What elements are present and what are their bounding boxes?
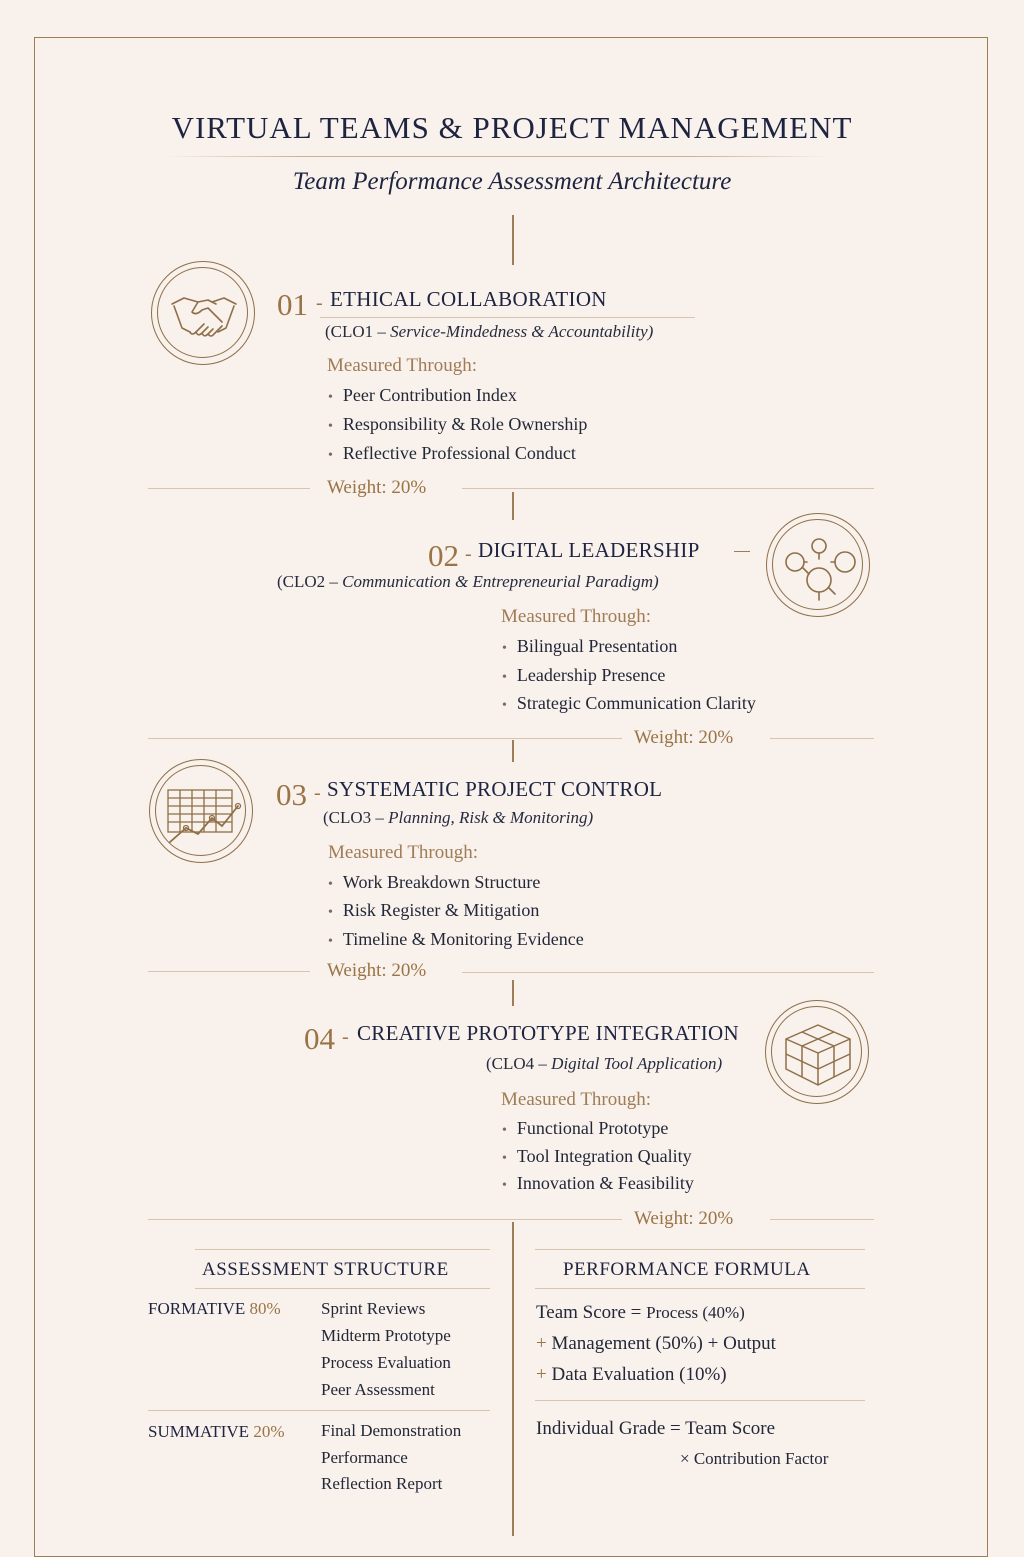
page-subtitle: Team Performance Assessment Architecture xyxy=(292,168,732,195)
assessment-heading-rule-top xyxy=(195,1249,490,1250)
section-03-measured-label: Measured Through: xyxy=(328,842,479,863)
section-02-title: DIGITAL LEADERSHIP xyxy=(478,538,700,562)
section-04-weight-rule-left xyxy=(148,1219,622,1220)
section-01-measured-label: Measured Through: xyxy=(327,355,478,376)
formula-heading-rule-top xyxy=(535,1249,865,1250)
connector-line xyxy=(512,215,514,265)
list-item: Reflection Report xyxy=(321,1474,443,1493)
chart-grid-icon xyxy=(149,759,253,863)
list-item: • Work Breakdown Structure xyxy=(328,872,541,892)
section-03-dash: - xyxy=(314,782,321,804)
section-04-measured-label: Measured Through: xyxy=(501,1089,652,1110)
section-02-title-tick xyxy=(734,551,750,552)
list-item: Final Demonstration xyxy=(321,1421,462,1440)
formative-label: FORMATIVE 80% xyxy=(148,1299,281,1318)
section-04-number: 04 xyxy=(304,1021,335,1056)
section-01-clo: (CLO1 – Service-Mindedness & Accountability) xyxy=(325,322,654,341)
list-item: Peer Assessment xyxy=(321,1380,435,1399)
formula-line-2: + Management (50%) + Output xyxy=(536,1333,776,1354)
page-title: VIRTUAL TEAMS & PROJECT MANAGEMENT xyxy=(171,110,853,145)
list-item: • Reflective Professional Conduct xyxy=(328,443,576,463)
list-item: • Strategic Communication Clarity xyxy=(502,693,756,713)
assessment-heading: ASSESSMENT STRUCTURE xyxy=(202,1259,449,1280)
section-01-weight-rule-right xyxy=(462,488,874,489)
section-01-title: ETHICAL COLLABORATION xyxy=(330,287,607,311)
list-item: • Tool Integration Quality xyxy=(502,1146,692,1166)
section-03-weight-rule-left xyxy=(148,971,310,972)
section-04-weight: Weight: 20% xyxy=(634,1208,734,1229)
list-item: Sprint Reviews xyxy=(321,1299,426,1318)
handshake-icon xyxy=(151,261,255,365)
cube-icon xyxy=(765,1000,869,1104)
list-item: • Leadership Presence xyxy=(502,665,666,685)
section-02-clo: (CLO2 – Communication & Entrepreneurial Paradigm) xyxy=(277,572,659,591)
section-04-clo: (CLO4 – Digital Tool Application) xyxy=(486,1054,723,1073)
list-item: • Responsibility & Role Ownership xyxy=(328,414,588,434)
section-04-weight-rule-right xyxy=(770,1219,874,1220)
list-item: • Functional Prototype xyxy=(502,1118,669,1138)
section-02-dash: - xyxy=(465,543,472,565)
section-02-weight: Weight: 20% xyxy=(634,727,734,748)
formula-line-4: Individual Grade = Team Score xyxy=(536,1418,776,1439)
section-03-weight-rule-right xyxy=(462,972,874,973)
list-item: • Timeline & Monitoring Evidence xyxy=(328,929,584,949)
formula-heading-rule-bottom xyxy=(535,1288,865,1289)
formula-divider xyxy=(535,1400,865,1401)
connector-line xyxy=(512,492,514,520)
section-02-number: 02 xyxy=(428,538,459,573)
title-divider xyxy=(165,156,829,157)
list-item: Process Evaluation xyxy=(321,1353,451,1372)
section-02-weight-rule-right xyxy=(770,738,874,739)
section-03-number: 03 xyxy=(276,777,307,812)
list-item: Midterm Prototype xyxy=(321,1326,451,1345)
section-03-weight: Weight: 20% xyxy=(327,960,427,981)
network-icon xyxy=(766,513,870,617)
bottom-divider-line xyxy=(512,1222,514,1536)
assessment-divider xyxy=(148,1410,490,1411)
list-item: • Peer Contribution Index xyxy=(328,385,517,405)
section-02-weight-rule-left xyxy=(148,738,622,739)
section-04-title: CREATIVE PROTOTYPE INTEGRATION xyxy=(357,1021,739,1045)
list-item: Performance xyxy=(321,1448,408,1467)
formula-line-1: Team Score = Process (40%) xyxy=(536,1302,745,1323)
connector-line xyxy=(512,980,514,1006)
section-02-measured-label: Measured Through: xyxy=(501,606,652,627)
connector-line xyxy=(512,740,514,762)
section-01-number: 01 xyxy=(277,287,308,322)
list-item: • Innovation & Feasibility xyxy=(502,1173,694,1193)
formula-line-3: + Data Evaluation (10%) xyxy=(536,1364,727,1385)
section-03-title: SYSTEMATIC PROJECT CONTROL xyxy=(327,777,663,801)
section-01-title-underline xyxy=(320,317,695,318)
list-item: • Risk Register & Mitigation xyxy=(328,900,540,920)
summative-label: SUMMATIVE 20% xyxy=(148,1422,285,1441)
section-04-dash: - xyxy=(342,1026,349,1048)
section-01-weight: Weight: 20% xyxy=(327,477,427,498)
formula-heading: PERFORMANCE FORMULA xyxy=(563,1259,811,1280)
section-03-clo: (CLO3 – Planning, Risk & Monitoring) xyxy=(323,808,594,827)
list-item: • Bilingual Presentation xyxy=(502,636,678,656)
section-01-dash: - xyxy=(316,292,323,314)
section-01-weight-rule-left xyxy=(148,488,310,489)
formula-line-5: × Contribution Factor xyxy=(680,1449,829,1468)
assessment-heading-rule-bottom xyxy=(195,1288,490,1289)
